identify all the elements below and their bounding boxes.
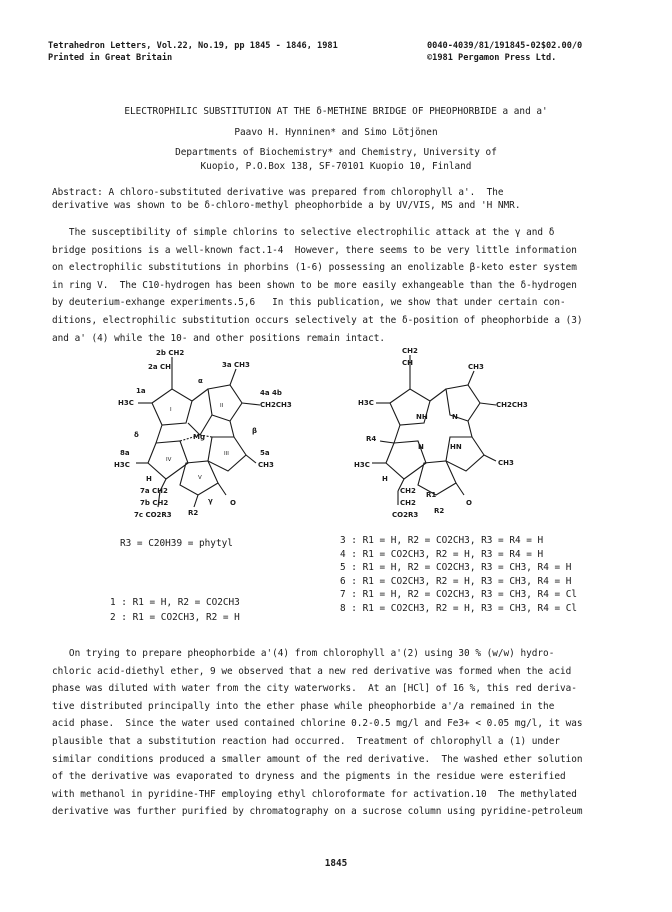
label-5a: 5a — [260, 449, 270, 457]
label-metal: Mg — [193, 433, 205, 441]
text-line: similar conditions produced a smaller amount of the red derivative. The washed ether solution — [52, 753, 583, 765]
label-o: O — [466, 499, 472, 507]
label-r2: R2 — [434, 507, 445, 515]
text-line: The susceptibility of simple chlorins to selective electrophilic attack at the γ and δ — [52, 227, 555, 238]
text-line: On trying to prepare pheophorbide a'(4) from chlorophyll a'(2) using 30 % (w/w) hydro- — [52, 648, 555, 659]
ring-1: I — [170, 407, 172, 413]
label-ethyl: CH2CH3 — [496, 401, 528, 409]
compound-entry: 4 : R1 = CO2CH3, R2 = H, R3 = R4 = H — [340, 548, 544, 560]
compound-entry: 1 : R1 = H, R2 = CO2CH3 — [110, 597, 240, 608]
label-7c: 7c CO2R3 — [134, 511, 172, 519]
compound-entry: 7 : R1 = H, R2 = CO2CH3, R3 = CH3, R4 = Cl — [340, 589, 578, 601]
label-1a: 1a — [136, 387, 146, 395]
text-line: and a' (4) while the 10- and other positions remain intact. — [52, 332, 386, 344]
compound-entry: 8 : R1 = CO2CH3, R2 = H, R3 = CH3, R4 = Cl — [340, 602, 578, 614]
label-7a: 7a CH2 — [140, 487, 168, 495]
label-alpha: α — [198, 377, 203, 385]
label-delta: δ — [134, 431, 139, 439]
abstract-line: derivative was shown to be δ-chloro-methyl pheophorbide a by UV/VIS, MS and 'H NMR. — [52, 200, 521, 211]
copyright-header — [427, 40, 582, 64]
label-h: H — [382, 475, 388, 483]
label-2b: 2b CH2 — [156, 349, 185, 357]
text-line: plausible that a substitution reaction had occurred. Treatment of chlorophyll a (1) under — [52, 735, 560, 747]
compound-list-left — [110, 595, 240, 625]
article-code: 0040-4039/81/191845-02$02.00/0 — [427, 41, 583, 51]
label-ch2: CH2 — [402, 347, 418, 355]
article-authors: Paavo H. Hynninen* and Simo Lötjönen — [234, 127, 438, 138]
structure-pheophorbide — [372, 355, 496, 505]
label-ch2a: CH2 — [400, 487, 416, 495]
compound-entry: 6 : R1 = CO2CH3, R2 = H, R3 = CH3, R4 = H — [340, 575, 572, 587]
label-2a: 2a CH — [148, 363, 172, 371]
structure-pheophorbide-labels — [354, 347, 528, 519]
label-h: H — [146, 475, 152, 483]
label-n2: N — [418, 443, 424, 451]
label-hn: HN — [450, 443, 462, 451]
compound-list-right — [340, 534, 577, 616]
printed-in: Printed in Great Britain — [48, 53, 173, 63]
text-line: with methanol in pyridine-THF employing ethyl chloroformate for activation.10 The methylated — [52, 788, 577, 800]
paragraph-intro — [52, 224, 624, 347]
label-ch: CH — [402, 359, 413, 367]
label-gamma: γ — [208, 497, 213, 505]
text-line: bridge positions is a well-known fact.1-4 However, there seems to be very little information — [52, 244, 577, 256]
chemical-structures — [100, 345, 580, 535]
text-line: in ring V. The C10-hydrogen has been shown to be more easily exhangeable than the δ-hydrogen — [52, 279, 577, 291]
ring-4: IV — [166, 457, 172, 463]
label-ch3-right: CH3 — [498, 459, 514, 467]
label-3a: 3a CH3 — [222, 361, 250, 369]
label-r1: R1 — [426, 491, 437, 499]
affiliation-line: Kuopio, P.O.Box 138, SF-70101 Kuopio 10, Finland — [200, 161, 472, 172]
label-o: O — [230, 499, 236, 507]
compound-entry: 2 : R1 = CO2CH3, R2 = H — [110, 612, 240, 623]
label-ethyl: CH2CH3 — [260, 401, 292, 409]
structure-chlorophyll-labels — [114, 349, 292, 519]
label-4: 4a 4b — [260, 389, 282, 397]
label-ch2b: CH2 — [400, 499, 416, 507]
label-co2r3: CO2R3 — [392, 511, 419, 519]
r3-definition: R3 = C20H39 = phytyl — [120, 538, 233, 549]
label-n1: N — [452, 413, 458, 421]
compound-entry: 3 : R1 = H, R2 = CO2CH3, R3 = R4 = H — [340, 535, 544, 546]
text-line: of the derivative was evaporated to dryness and the pigments in the residue were esterified — [52, 771, 566, 783]
abstract — [52, 186, 624, 212]
label-h3c-8: H3C — [114, 461, 130, 469]
label-5-methyl: CH3 — [258, 461, 274, 469]
copyright-line: ©1981 Pergamon Press Ltd. — [427, 53, 557, 63]
journal-citation: Tetrahedron Letters, Vol.22, No.19, pp 1845 - 1846, 1981 — [48, 41, 338, 51]
label-7b: 7b CH2 — [140, 499, 169, 507]
article-title: ELECTROPHILIC SUBSTITUTION AT THE δ-METHINE BRIDGE OF PHEOPHORBIDE a and a' — [124, 106, 548, 117]
label-r4: R4 — [366, 435, 377, 443]
page-number: 1845 — [324, 858, 348, 869]
label-h3c-2: H3C — [354, 461, 370, 469]
journal-header — [48, 40, 338, 64]
text-line: on electrophilic substitutions in phorbins (1-6) possessing an enolizable β-keto ester system — [52, 262, 577, 274]
label-h3c: H3C — [358, 399, 374, 407]
text-line: tive distributed principally into the ether phase while pheophorbide a'/a remained in the — [52, 700, 555, 712]
text-line: chloric acid-diethyl ether, 9 we observed that a new red derivative was formed when the acid — [52, 665, 572, 677]
affiliation-line: Departments of Biochemistry* and Chemistry, University of — [175, 147, 497, 158]
compound-entry: 5 : R1 = H, R2 = CO2CH3, R3 = CH3, R4 = H — [340, 562, 572, 574]
paragraph-results — [52, 645, 624, 821]
label-h3c: H3C — [118, 399, 134, 407]
affiliation — [0, 146, 672, 174]
ring-2: II — [220, 403, 224, 409]
text-line: derivative was further purified by chromatography on a sucrose column using pyridine-petroleum — [52, 806, 583, 818]
text-line: by deuterium-exhange experiments.5,6 In this publication, we show that under certain con- — [52, 297, 566, 309]
abstract-line: Abstract: A chloro-substituted derivative was prepared from chlorophyll a'. The — [52, 187, 504, 198]
text-line: phase was diluted with water from the city waterworks. At an [HCl] of 16 %, this red deriva- — [52, 683, 577, 695]
label-8a: 8a — [120, 449, 130, 457]
label-ch3-top: CH3 — [468, 363, 484, 371]
text-line: acid phase. Since the water used contained chlorine 0.2-0.5 mg/l and Fe3+ < 0.05 mg/l, it was — [52, 718, 583, 730]
ring-3: III — [224, 451, 229, 457]
label-r2: R2 — [188, 509, 199, 517]
text-line: ditions, electrophilic substitution occurs selectively at the δ-position of pheophorbide a (3) — [52, 314, 583, 326]
ring-5: V — [198, 475, 202, 481]
label-beta: β — [252, 427, 258, 435]
label-nh: NH — [416, 413, 428, 421]
